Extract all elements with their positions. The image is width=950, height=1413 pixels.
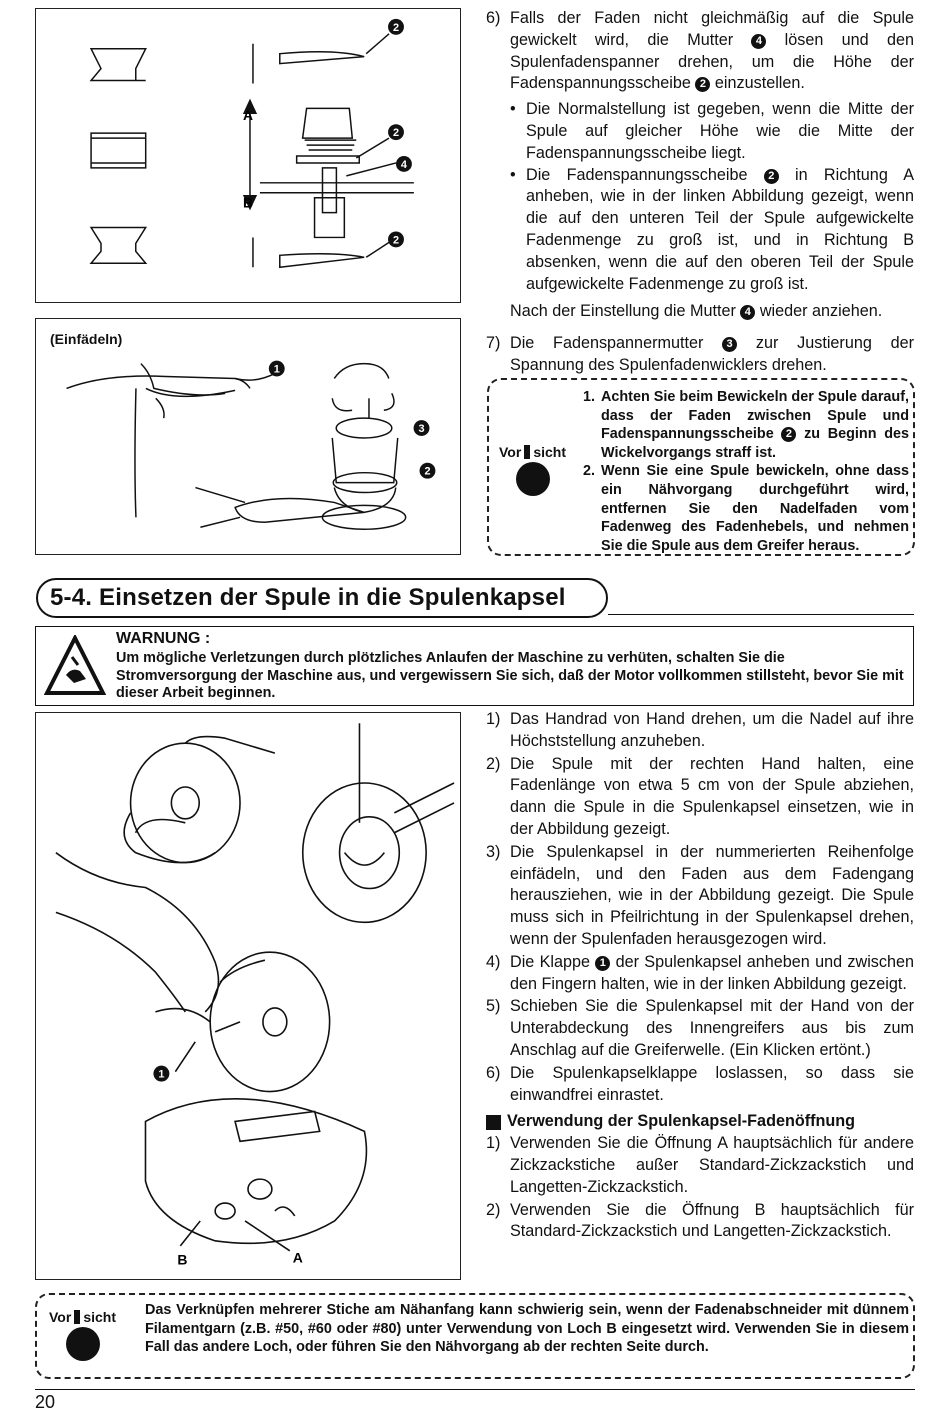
marker-2: 2	[695, 77, 710, 92]
caution-icon: Vor sicht	[499, 444, 566, 496]
warning-triangle-icon	[44, 635, 106, 697]
marker-2: 2	[781, 427, 796, 442]
section-header	[36, 578, 608, 618]
list-item: 2) Verwenden Sie die Öffnung B hauptsächlich für Standard-Zickzackstich und Langetten-Zickzackstich.	[486, 1200, 914, 1241]
label-a: A	[243, 107, 254, 124]
marker-2: 2	[424, 465, 431, 478]
after-adjustment-note: Nach der Einstellung die Mutter 4 wieder anziehen.	[510, 302, 883, 321]
caution-box-filament	[35, 1293, 915, 1379]
marker-1: 1	[158, 1068, 165, 1081]
bobbin-adjustment-illustration	[36, 9, 460, 302]
square-bullet-icon	[486, 1115, 501, 1130]
section-title: 5-4. Einsetzen der Spule in die Spulenkapsel	[50, 584, 566, 611]
caution-item: 1. Achten Sie beim Bewickeln der Spule darauf, dass der Faden zwischen Spule und Fadenspannungsscheibe 2 zu Beginn des Wickelvorgangs straff ist.	[583, 389, 909, 461]
marker-2: 2	[392, 234, 400, 247]
caution-text: Das Verknüpfen mehrerer Stiche am Nähanfang kann schwierig sein, wenn der Fadenabschneider mit dünnem Filamentgarn (z.B. #50, #60 oder #80) unter Verwendung von Loch B eingesetzt wird. Verwenden Sie in diesem Fall das andere Loch, oder führen Sie den Nähvorgang ab der rechten Seite durch.	[145, 1302, 909, 1356]
figure-threading-title: (Einfädeln)	[50, 331, 123, 347]
label-b: B	[243, 194, 254, 211]
label-a: A	[292, 1249, 303, 1266]
bobbin-insertion-instructions	[486, 709, 914, 1244]
list-item: 2) Die Spule mit der rechten Hand halten, eine Fadenlänge von etwa 5 cm von der Spule abziehen, dann die Spule in die Spulenkapsel einsetzen, wie in der Abbildung gezeigt.	[486, 754, 914, 838]
warning-heading: WARNUNG :	[116, 630, 211, 647]
figure-threading	[35, 318, 461, 555]
list-item: 1) Das Handrad von Hand drehen, um die Nadel auf ihre Höchststellung anzuheben.	[486, 710, 914, 750]
list-item: 1) Verwenden Sie die Öffnung A hauptsächlich für andere Zickzackstiche außer Standard-Zickzackstich und Langetten-Zickzackstich.	[486, 1134, 914, 1196]
marker-2: 2	[764, 169, 779, 184]
adjustment-instructions	[486, 8, 914, 378]
marker-3: 3	[722, 337, 737, 352]
list-item: 7) Die Fadenspannermutter 3 zur Justierung der Spannung des Spulenfadenwicklers drehen.	[486, 334, 914, 374]
hand-icon	[516, 462, 550, 496]
marker-2: 2	[392, 127, 400, 140]
subheading: Verwendung der Spulenkapsel-Fadenöffnung	[486, 1111, 914, 1133]
threading-illustration	[36, 319, 460, 554]
marker-4: 4	[751, 34, 766, 49]
label-b: B	[177, 1251, 188, 1268]
caution-item: 2. Wenn Sie eine Spule bewickeln, ohne dass ein Nähvorgang durchgeführt wird, entfernen Sie den Nadelfaden vom Fadenweg des Fadenhebels, und nehmen Sie die Spule aus dem Greifer heraus.	[583, 463, 909, 554]
caution-icon: Vor sicht	[49, 1309, 116, 1361]
marker-1: 1	[273, 363, 280, 376]
page-number: 20	[35, 1392, 56, 1412]
hand-icon	[66, 1327, 100, 1361]
list-item: 4) Die Klappe 1 der Spulenkapsel anheben und zwischen den Fingern halten, wie in der linken Abbildung gezeigt.	[486, 952, 914, 993]
figure-bobbin-adjustment	[35, 8, 461, 303]
caution-box-winding	[487, 378, 915, 556]
marker-3: 3	[418, 423, 425, 436]
warning-text: Um mögliche Verletzungen durch plötzliches Anlaufen der Maschine zu verhüten, schalten Sie die Stromversorgung der Maschine aus, und vergewissern Sie sich, daß der Motor vollkommen stillsteht, bevor Sie mit dieser Arbeit beginnen.	[116, 650, 904, 702]
list-item: 6) Die Spulenkapselklappe loslassen, so dass sie einwandfrei einrastet.	[486, 1063, 914, 1104]
marker-4: 4	[400, 158, 407, 171]
list-item: 6) Falls der Faden nicht gleichmäßig auf die Spule gewickelt wird, die Mutter 4 lösen und den Spulenfadenspanner drehen, um die Höhe der Fadenspannungsscheibe 2 einzustellen.	[486, 9, 914, 93]
bullet-item: • Die Normalstellung ist gegeben, wenn die Mitte der Spule auf gleicher Höhe wie die Mitte der Fadenspannungsscheibe liegt.	[510, 100, 914, 162]
marker-1: 1	[595, 956, 610, 971]
marker-4: 4	[740, 305, 755, 320]
footer-rule	[35, 1389, 915, 1390]
marker-2: 2	[392, 21, 400, 34]
bobbin-case-illustration	[36, 713, 460, 1279]
figure-bobbin-case	[35, 712, 461, 1280]
section-rule	[608, 614, 914, 615]
caution-text	[583, 388, 909, 555]
list-item: 3) Die Spulenkapsel in der nummerierten Reihenfolge einfädeln, und den Faden aus dem Fadengang herausziehen, wie in der Abbildung gezeigt. Die Spule muss sich in Pfeilrichtung in der Spulenkapsel drehen, wenn der Spulenfaden herausgezogen wird.	[486, 842, 914, 948]
list-item: 5) Schieben Sie die Spulenkapsel mit der Hand von der Unterabdeckung des Innengreifers aus bis zum Anschlag auf die Greiferwelle. (Ein Klicken ertönt.)	[486, 997, 914, 1059]
bullet-item: • Die Fadenspannungsscheibe 2 in Richtung A anheben, wie in der linken Abbildung gezeigt, wenn die auf den unteren Teil der Spule aufgewickelte Fadenmenge zu groß ist, und in Richtung B absenken, wenn die auf den oberen Teil der Spule aufgewickelte Fadenmenge zu groß ist.	[510, 165, 915, 293]
warning-box	[35, 626, 914, 706]
